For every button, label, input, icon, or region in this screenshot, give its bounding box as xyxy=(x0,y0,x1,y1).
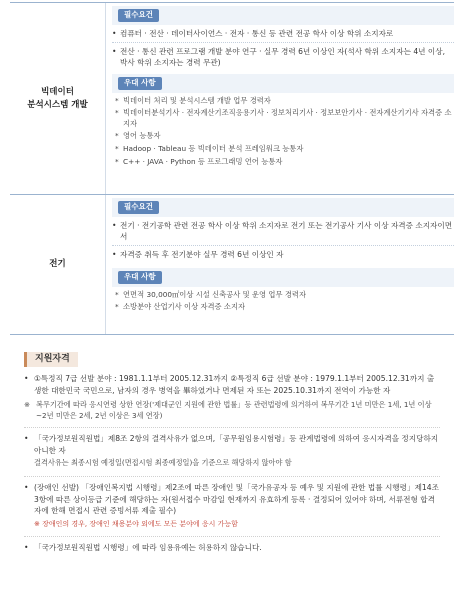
required-badge: 필수요건 xyxy=(118,9,159,22)
preferred-item: * C++ · JAVA · Python 등 프로그래밍 언어 능통자 xyxy=(112,157,454,168)
row-electrical-body xyxy=(106,195,454,334)
preferred-item: * 소방분야 산업기사 이상 자격증 소지자 xyxy=(112,302,454,313)
divider xyxy=(24,476,440,477)
preferred-badge: 우대 사항 xyxy=(118,271,162,284)
qualification-note-age: ※ 복무기간에 따라 응시연령 상한 연장('제대군인 지원에 관한 법률」등 관련법령에 의거하여 복무기간 1년 미만은 1세, 1년 이상~2년 미만은 2세, 2년 이상은 3세 연장) xyxy=(24,399,440,421)
required-badge: 필수요건 xyxy=(118,201,159,214)
required-item: • 컴퓨터 · 전산 · 데이터사이언스 · 전자 · 통신 등 관련 전공 학사 이상 학위 소지자로 xyxy=(112,28,454,39)
row-bigdata-body xyxy=(106,3,454,194)
qualifications-section xyxy=(24,352,440,556)
row-electrical xyxy=(10,195,454,335)
qualification-item-age: • ①특정직 7급 선발 분야 : 1981.1.1부터 2005.12.31까지 ②특정직 6급 선발 분야 : 1979.1.1부터 2005.12.31까지 출생한 대한민국 국민으로, 남자의 경우 병역을 畢하였거나 면제된 자 또는 2025.10.31까지 전역이 가능한 자 xyxy=(24,373,440,397)
qualification-item-disqualification: • 「국가정보원직원법」제8조 2항의 결격사유가 없으며,「공무원임용시험령」등 관계법령에 의하여 응시자격을 정지당하지 아니한 자 xyxy=(24,433,440,457)
qualification-item-deferral: • 「국가정보원직원법 시행령」에 따라 임용유예는 허용하지 않습니다. xyxy=(24,542,440,554)
preferred-item: * 빅데이터분석기사 · 전자계산기조직응용기사 · 정보처리기사 · 정보보안기사 · 전자계산기기사 자격증 소지자 xyxy=(112,108,454,129)
preferred-item: * 영어 능통자 xyxy=(112,131,454,142)
required-item: • 전기 · 전기공학 관련 전공 학사 이상 학위 소지자로 전기 또는 전기공사 기사 이상 자격증 소지자이면서 xyxy=(112,220,454,242)
preferred-item: * 연면적 30,000㎡이상 시설 신축공사 및 운영 업무 경력자 xyxy=(112,290,454,301)
row-bigdata xyxy=(10,3,454,195)
requirements-table xyxy=(10,2,454,335)
divider xyxy=(24,427,440,428)
required-item: • 전산 · 통신 관련 프로그램 개발 분야 연구 · 실무 경력 6년 이상인 자(석사 학위 소지자는 4년 이상, 박사 학위 소지자는 경력 무관) xyxy=(112,46,454,68)
qualification-sub-disability: ※ 장애인의 경우, 장애인 채용분야 외에도 모든 분야에 응시 가능함 xyxy=(34,520,238,529)
qualification-item-disability: • (장애인 선발) 「장애인복지법 시행령」제2조에 따른 장애인 및「국가유공자 등 예우 및 지원에 관한 법률 시행령」제14조 3항에 따른 상이등급 기준에 해당하는 자(원서접수 마감일 현재까지 유효하게 등록 · 결정되어 있어야 하며, 서류전형 합격자에 한해 면접시 관련 증빙서류 제출 필수) xyxy=(24,482,440,517)
divider xyxy=(112,42,454,43)
preferred-item: * 빅데이터 처리 및 분석시스템 개발 업무 경력자 xyxy=(112,96,454,107)
divider xyxy=(112,245,454,246)
qualifications-title: 지원자격 xyxy=(24,352,78,367)
required-item: • 자격증 취득 후 전기분야 실무 경력 6년 이상인 자 xyxy=(112,249,454,260)
category-electrical: 전기 xyxy=(10,195,106,334)
preferred-badge: 우대 사항 xyxy=(118,77,162,90)
preferred-item: * Hadoop · Tableau 등 빅데이터 분석 프레임워크 능통자 xyxy=(112,144,454,155)
preferred-header xyxy=(112,74,454,93)
divider xyxy=(24,536,440,537)
category-bigdata: 빅데이터 분석시스템 개발 xyxy=(10,3,106,194)
preferred-header xyxy=(112,268,454,287)
required-header xyxy=(112,6,454,25)
qualification-sub-disqualification: 결격사유는 최종시험 예정일(면접시험 최종예정일)을 기준으로 해당하지 않아야 함 xyxy=(34,458,292,468)
required-header xyxy=(112,198,454,217)
